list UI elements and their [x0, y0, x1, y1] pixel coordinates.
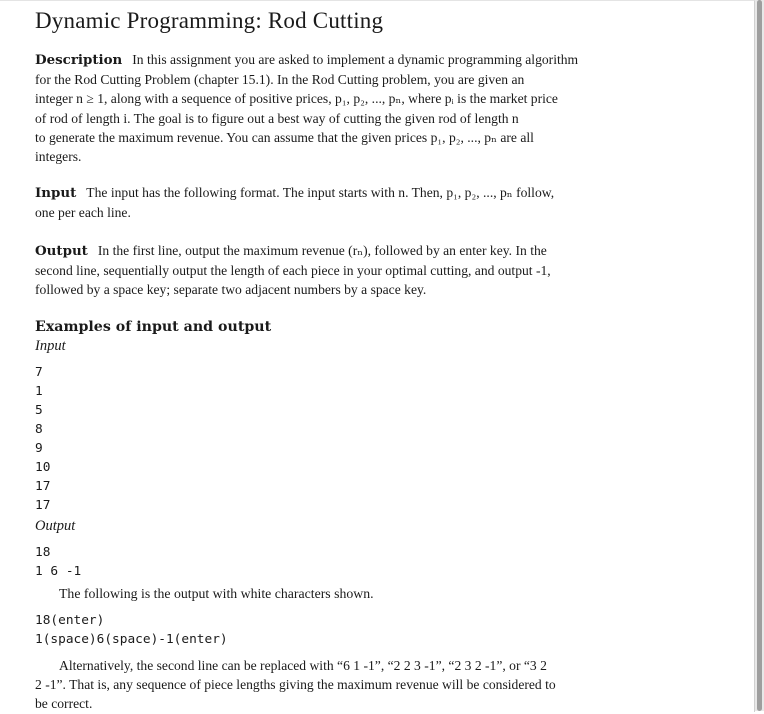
output-line-1: Output In the first line, output the maximum revenue (rₙ), followed by an enter key. In the: [35, 243, 547, 259]
white-char-line: 18(enter): [35, 613, 105, 628]
description-line-4: of rod of length i. The goal is to figure out a best way of cutting the given rod of length n: [35, 110, 519, 126]
scrollbar-thumb[interactable]: [757, 0, 762, 711]
description-heading: Description: [35, 52, 123, 68]
example-input-label: Input: [35, 338, 66, 354]
output-line-3: followed by a space key; separate two adjacent numbers by a space key.: [35, 282, 427, 298]
output-paragraph: [35, 241, 677, 300]
description-line-5: to generate the maximum revenue. You can assume that the given prices p₁, p₂, ..., pₙ are all: [35, 129, 534, 145]
output-heading: Output: [35, 243, 88, 259]
example-output-label: Output: [35, 518, 76, 534]
example-input-value: 9: [35, 441, 43, 456]
alternative-paragraph: [35, 656, 677, 714]
page-title: Dynamic Programming: Rod Cutting: [35, 8, 384, 33]
example-input-value: 17: [35, 498, 51, 513]
example-input-value: 10: [35, 460, 51, 475]
input-heading: Input: [35, 185, 77, 201]
example-input-value: 8: [35, 422, 43, 437]
input-line-1: Input The input has the following format. The input starts with n. Then, p₁, p₂, ..., pₙ follow,: [35, 185, 555, 201]
white-characters-note: The following is the output with white characters shown.: [59, 586, 374, 601]
alternative-line-1: Alternatively, the second line can be replaced with “6 1 -1”, “2 2 3 -1”, “2 3 2 -1”, or “3 2: [59, 658, 547, 673]
description-line-1: Description In this assignment you are asked to implement a dynamic programming algorithm: [35, 52, 579, 68]
example-input-value: 5: [35, 403, 43, 418]
examples-heading: Examples of input and output: [35, 319, 272, 335]
alternative-line-3: be correct.: [35, 696, 93, 712]
example-input-value: 17: [35, 479, 51, 494]
example-output-value: 1 6 -1: [35, 564, 82, 579]
alternative-line-2: 2 -1”. That is, any sequence of piece lengths giving the maximum revenue will be considered to: [35, 677, 556, 693]
white-char-line: 1(space)6(space)-1(enter): [35, 632, 228, 647]
input-paragraph: [35, 183, 677, 222]
example-input-value: 1: [35, 384, 43, 399]
description-line-3: integer n ≥ 1, along with a sequence of positive prices, p₁, p₂, ..., pₙ, where pᵢ is the market price: [35, 91, 558, 107]
example-input-value: 7: [35, 365, 43, 380]
vertical-scrollbar[interactable]: [755, 0, 764, 711]
description-paragraph: [35, 50, 677, 166]
example-output-value: 18: [35, 545, 51, 560]
description-line-6: integers.: [35, 149, 82, 165]
description-line-2: for the Rod Cutting Problem (chapter 15.1). In the Rod Cutting problem, you are given an: [35, 72, 525, 88]
input-line-2: one per each line.: [35, 205, 131, 221]
output-line-2: second line, sequentially output the length of each piece in your optimal cutting, and output -1,: [35, 263, 551, 279]
